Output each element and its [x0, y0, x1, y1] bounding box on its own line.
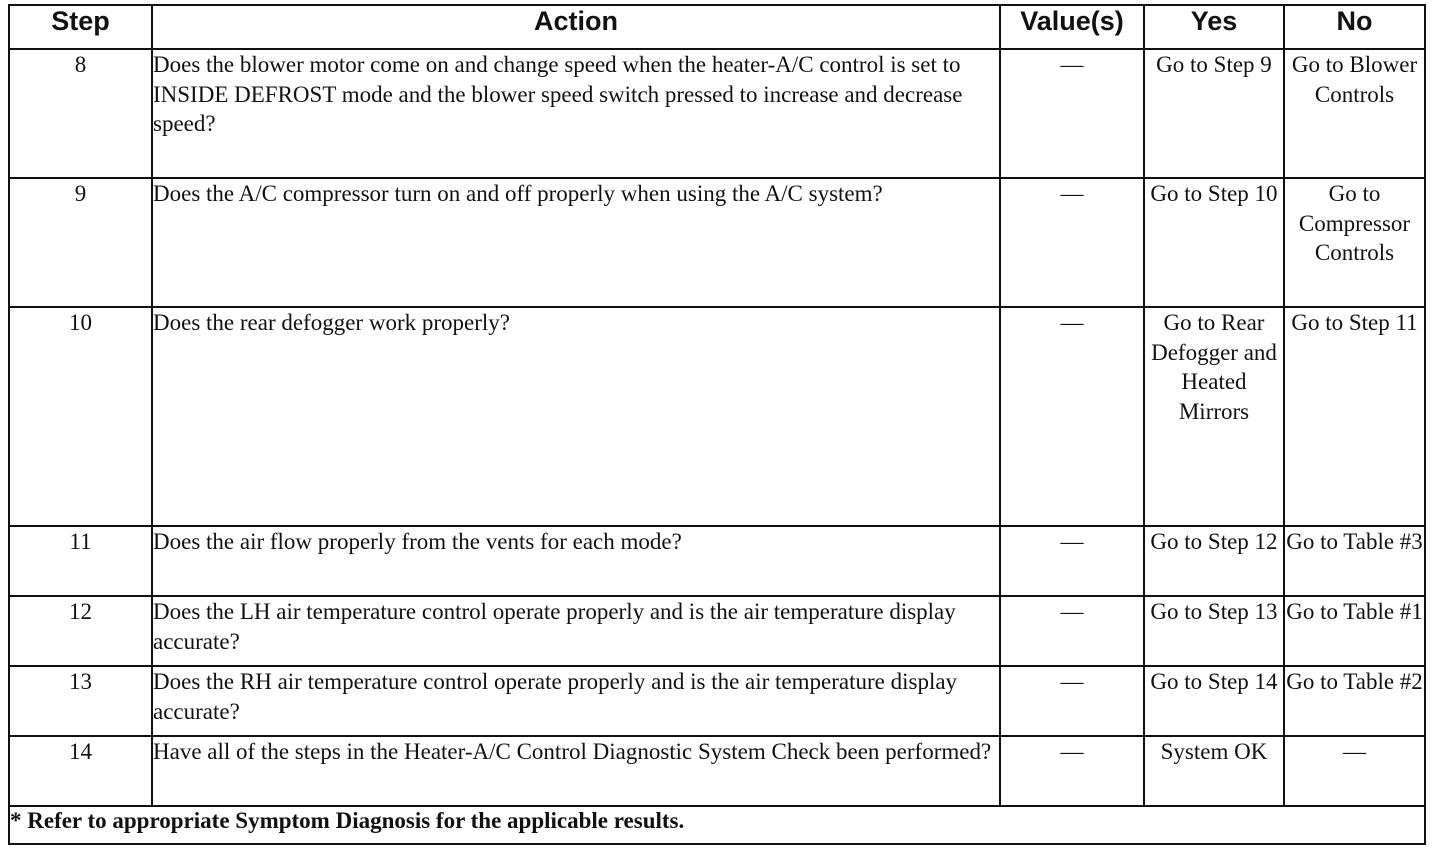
- table-row: [9, 526, 1425, 596]
- value-cell: —: [1000, 178, 1144, 307]
- action-cell: Does the air flow properly from the vents for each mode?: [152, 526, 1000, 596]
- value-cell: —: [1000, 736, 1144, 806]
- table-row: [9, 49, 1425, 178]
- no-cell: Go to Table #1: [1284, 596, 1425, 666]
- value-cell: —: [1000, 307, 1144, 526]
- step-cell: 8: [9, 49, 152, 178]
- yes-cell: Go to Rear Defogger and Heated Mirrors: [1144, 307, 1284, 526]
- no-cell: Go to Table #2: [1284, 666, 1425, 736]
- footnote: * Refer to appropriate Symptom Diagnosis for the applicable results.: [9, 806, 1425, 844]
- footnote-row: [9, 806, 1425, 844]
- action-cell: Does the LH air temperature control operate properly and is the air temperature display accurate?: [152, 596, 1000, 666]
- value-cell: —: [1000, 596, 1144, 666]
- step-cell: 13: [9, 666, 152, 736]
- value-cell: —: [1000, 666, 1144, 736]
- table-row: [9, 736, 1425, 806]
- header-row: [9, 5, 1425, 49]
- table-row: [9, 666, 1425, 736]
- no-cell: Go to Step 11: [1284, 307, 1425, 526]
- action-cell: Does the A/C compressor turn on and off properly when using the A/C system?: [152, 178, 1000, 307]
- header-no: No: [1284, 5, 1425, 49]
- step-cell: 9: [9, 178, 152, 307]
- table-row: [9, 596, 1425, 666]
- yes-cell: Go to Step 12: [1144, 526, 1284, 596]
- header-step: Step: [9, 5, 152, 49]
- yes-cell: Go to Step 9: [1144, 49, 1284, 178]
- value-cell: —: [1000, 526, 1144, 596]
- table-row: [9, 307, 1425, 526]
- action-cell: Have all of the steps in the Heater-A/C Control Diagnostic System Check been performed?: [152, 736, 1000, 806]
- no-cell: —: [1284, 736, 1425, 806]
- header-values: Value(s): [1000, 5, 1144, 49]
- diagnostic-table: [8, 4, 1426, 845]
- action-cell: Does the rear defogger work properly?: [152, 307, 1000, 526]
- header-yes: Yes: [1144, 5, 1284, 49]
- value-cell: —: [1000, 49, 1144, 178]
- diagnostic-table-sheet: [8, 4, 1424, 845]
- step-cell: 12: [9, 596, 152, 666]
- step-cell: 14: [9, 736, 152, 806]
- yes-cell: Go to Step 10: [1144, 178, 1284, 307]
- yes-cell: System OK: [1144, 736, 1284, 806]
- step-cell: 10: [9, 307, 152, 526]
- action-cell: Does the RH air temperature control operate properly and is the air temperature display accurate?: [152, 666, 1000, 736]
- no-cell: Go to Compressor Controls: [1284, 178, 1425, 307]
- step-cell: 11: [9, 526, 152, 596]
- table-row: [9, 178, 1425, 307]
- yes-cell: Go to Step 14: [1144, 666, 1284, 736]
- action-cell: Does the blower motor come on and change speed when the heater-A/C control is set to INSIDE DEFROST mode and the blower speed switch pressed to increase and decrease speed?: [152, 49, 1000, 178]
- no-cell: Go to Table #3: [1284, 526, 1425, 596]
- yes-cell: Go to Step 13: [1144, 596, 1284, 666]
- header-action: Action: [152, 5, 1000, 49]
- no-cell: Go to Blower Controls: [1284, 49, 1425, 178]
